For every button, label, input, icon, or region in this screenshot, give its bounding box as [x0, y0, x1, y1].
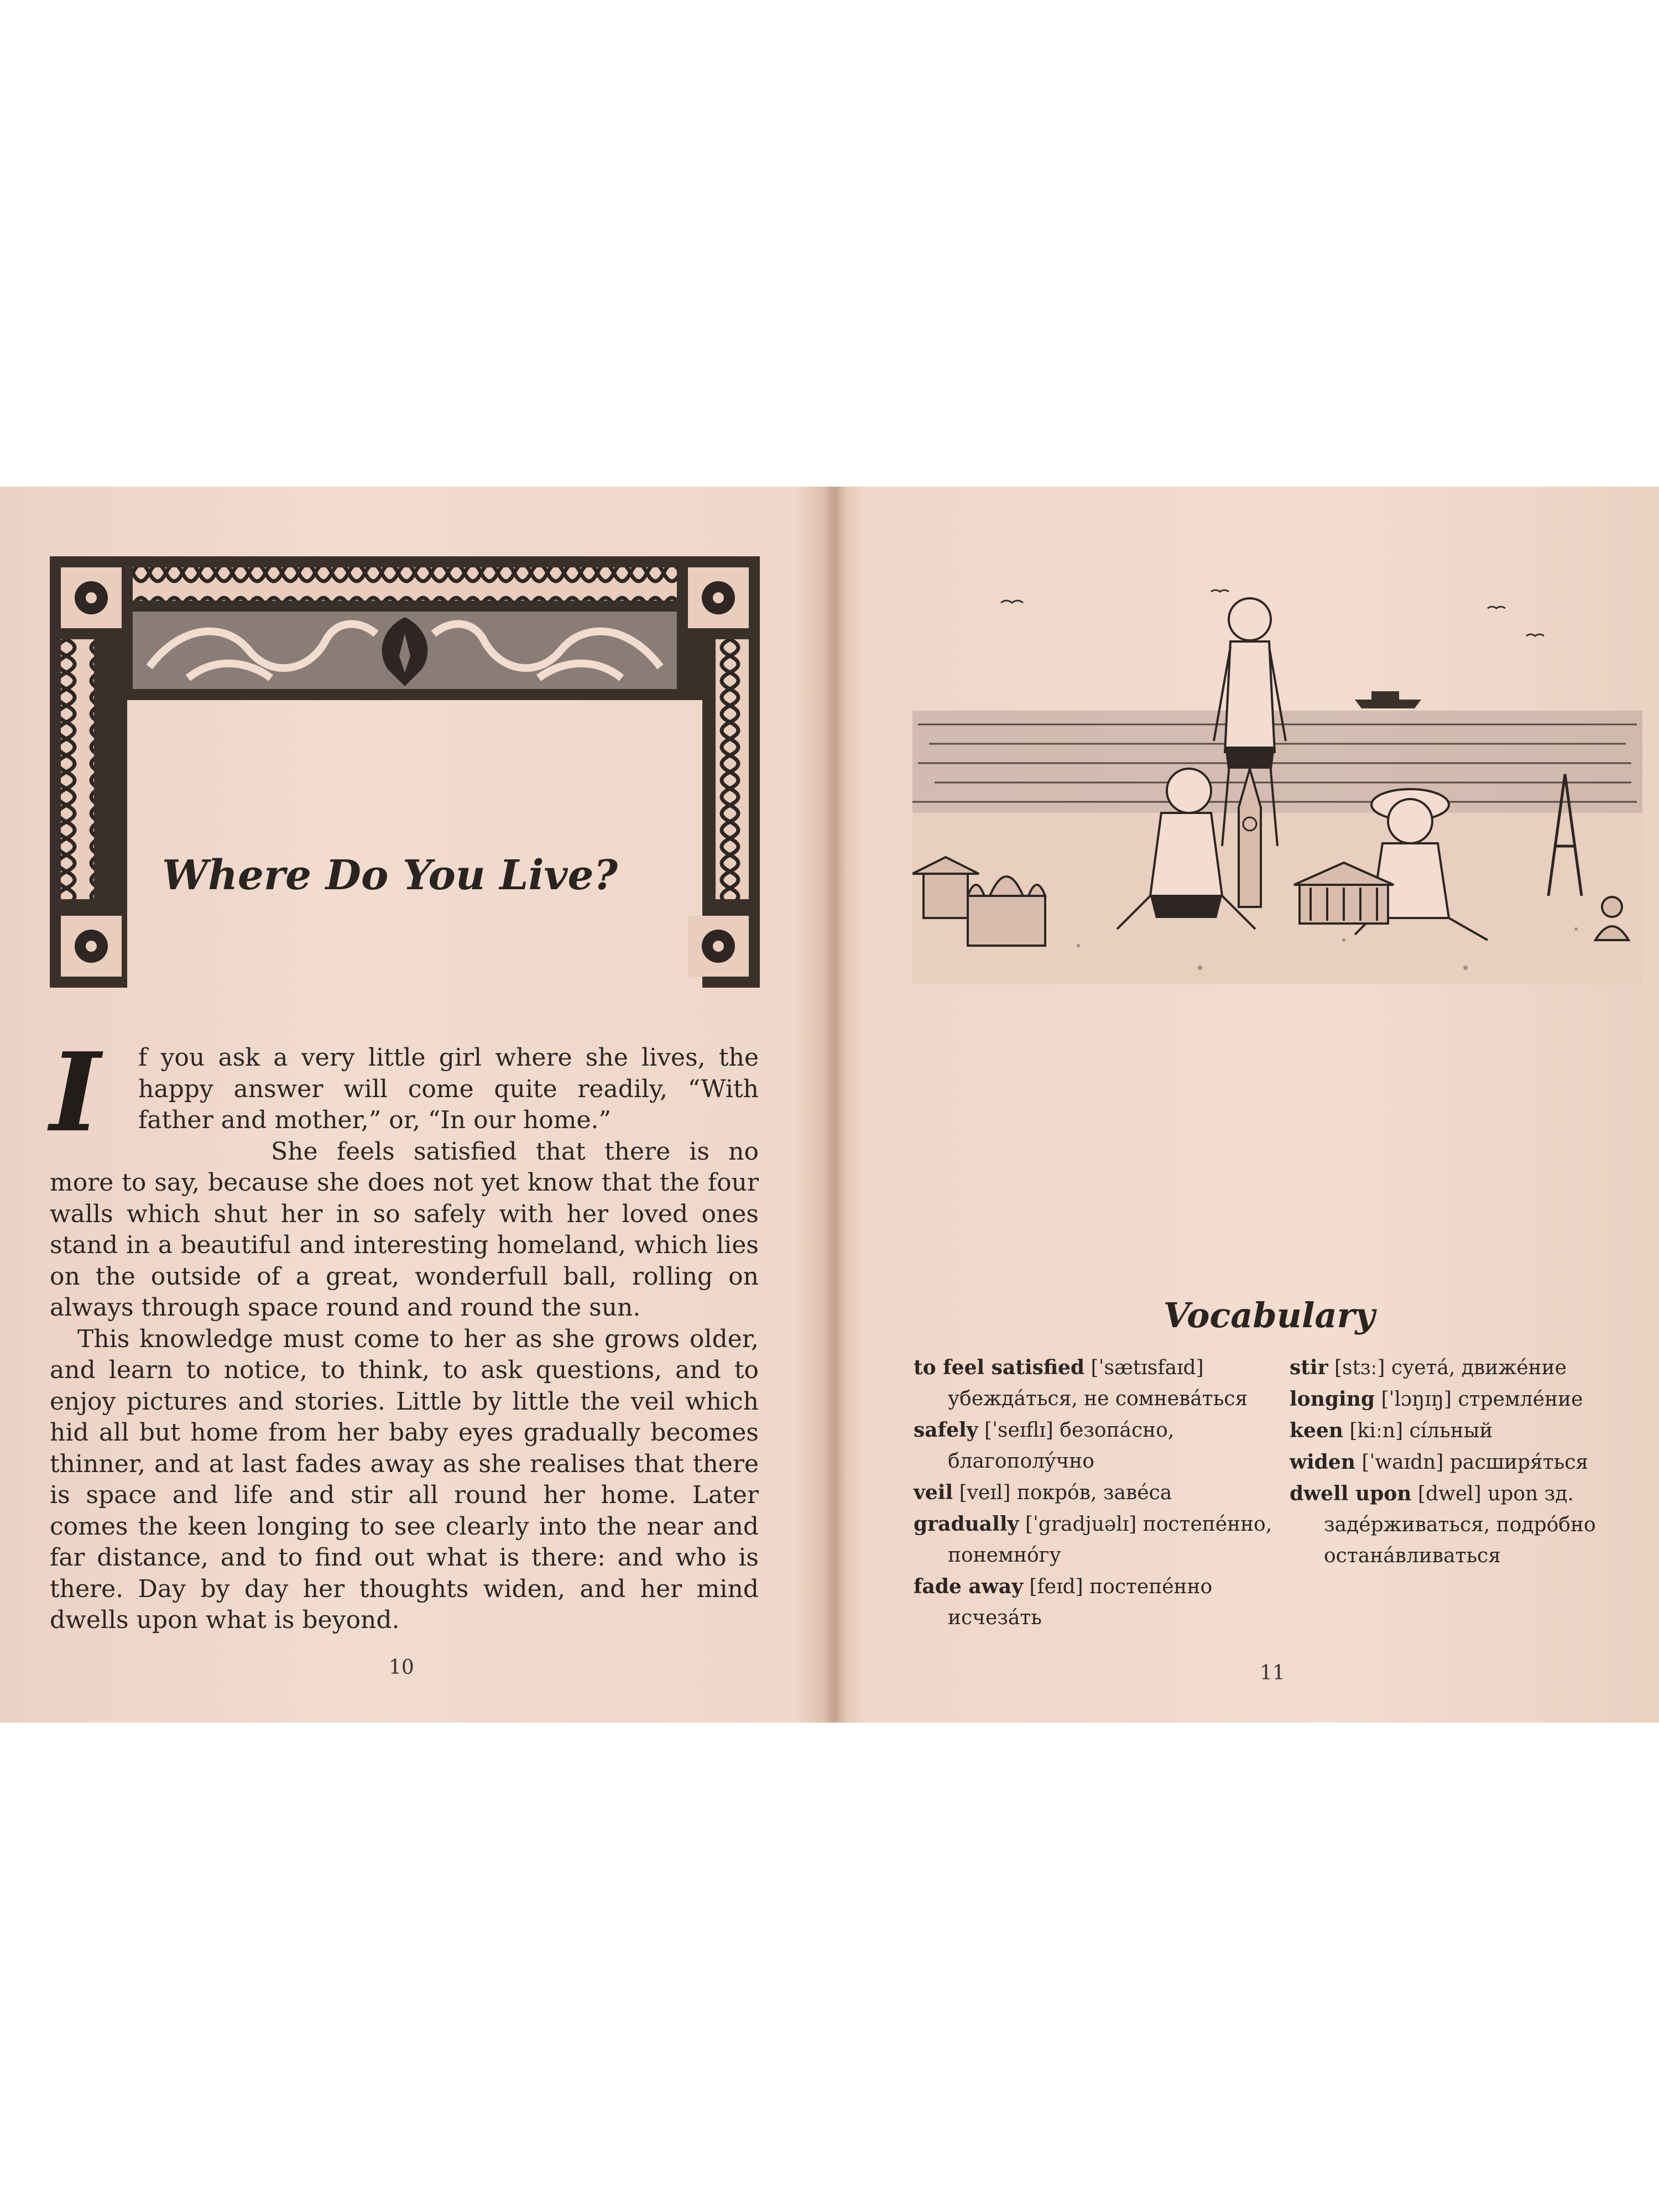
vocabulary-term: to feel satisfied: [914, 1356, 1085, 1379]
beach-illustration-graphic: [912, 586, 1642, 984]
story-paragraph: She feels satisfied that there is no more to say, because she does not yet know that the four walls which shut her in so safely with her loved ones stand in a beautiful and interesting homeland, which lies on the outside of a great, wonderfull ball, rolling on always through space round and round the sun.: [50, 1137, 759, 1322]
story-paragraph: This knowledge must come to her as she grows older, and learn to notice, to think, to ask questions, and to enjoy pictures and stories. Little by little the veil which hid all but home from her baby eyes gradually becomes thinner, and at last fades away as she realises that there is space and life and stir all round her home. Later comes the keen longing to see clearly into the near and far distance, and to find out what is there: and who is there. Day by day her thoughts widen, and her mind dwells upon what is beyond.: [50, 1324, 759, 1634]
vocabulary-right-column: [1290, 1352, 1644, 1572]
ornamental-frame: [50, 556, 760, 988]
vocabulary-entry: [914, 1509, 1273, 1571]
vocabulary-definition: [ˈgradjuəlɪ] постепéнно, понемнóгу: [948, 1513, 1272, 1567]
first-paragraph: [50, 1029, 759, 1156]
vocabulary-entry: [914, 1415, 1273, 1477]
vocabulary-definition: [dwel] upon зд. задéрживаться, подрóбно останáвливаться: [1324, 1483, 1596, 1567]
vocabulary-term: gradually: [914, 1512, 1019, 1536]
ornamental-frame-graphic: [50, 556, 760, 988]
vocabulary-term: keen: [1290, 1419, 1343, 1442]
vocabulary-term: widen: [1290, 1451, 1355, 1474]
first-paragraph-text: f you ask a very little girl where she lives, the happy answer will come quite readily, “With father and mother,” or, “In our home.”: [138, 1044, 759, 1134]
vocabulary-definition: [stɜː] суетá, движéние: [1328, 1357, 1567, 1379]
vocabulary-entry: [1290, 1447, 1644, 1478]
vocabulary-definition: [ˈsætɪsfaɪd] убеждáться, не сомневáться: [948, 1357, 1248, 1410]
drop-cap: I: [50, 1029, 101, 1156]
vocabulary-definition: [ˈlɔŋɪŋ] стремлéние: [1375, 1388, 1583, 1411]
vocabulary-term: fade away: [914, 1575, 1023, 1598]
page-number-right: 11: [1260, 1662, 1285, 1684]
vocabulary-entry: [914, 1352, 1273, 1415]
book-spread: [0, 487, 1659, 1723]
vocabulary-entry: [1290, 1384, 1644, 1415]
vocabulary-definition: [veɪl] покрóв, завéса: [953, 1481, 1172, 1504]
vocabulary-term: stir: [1290, 1356, 1328, 1379]
vocabulary-entry: [1290, 1415, 1644, 1447]
vocabulary-definition: [kiːn] сíльный: [1343, 1420, 1493, 1442]
vocabulary-entry: [1290, 1352, 1644, 1384]
vocabulary-entry: [1290, 1478, 1644, 1572]
vocabulary-entry: [914, 1477, 1273, 1509]
vocabulary-definition: [feɪd] постепéнно исчезáть: [948, 1575, 1213, 1629]
vocabulary-title: Vocabulary: [1163, 1295, 1375, 1335]
book-gutter: [824, 487, 846, 1723]
vocabulary-term: veil: [914, 1481, 953, 1504]
story-title: Where Do You Live?: [161, 852, 618, 899]
vocabulary-definition: [ˈwaɪdn] расширя́ться: [1355, 1451, 1589, 1474]
story-text: [50, 1029, 759, 1636]
vocabulary-left-column: [914, 1352, 1273, 1634]
vocabulary-term: safely: [914, 1418, 978, 1442]
vocabulary-definition: [ˈseɪflɪ] безопáсно, благополýчно: [948, 1419, 1175, 1473]
vocabulary-term: dwell upon: [1290, 1482, 1412, 1505]
page-number-left: 10: [389, 1656, 414, 1679]
vocabulary-entry: [914, 1571, 1273, 1634]
vocabulary-term: longing: [1290, 1387, 1375, 1411]
beach-illustration: [912, 586, 1642, 984]
